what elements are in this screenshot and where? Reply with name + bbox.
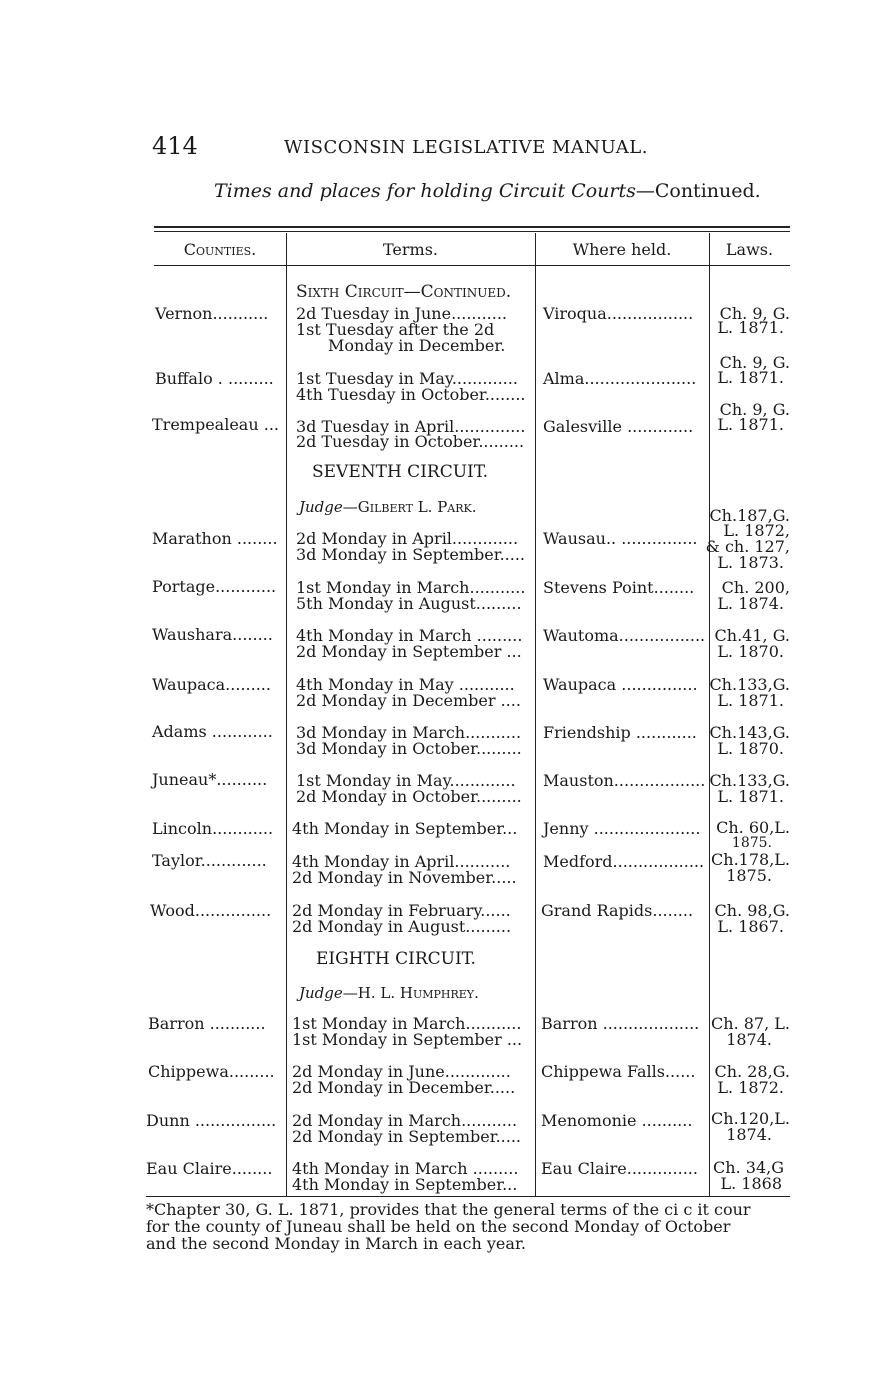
law-citation: Ch. 28,G. [714, 1062, 790, 1081]
footnote-line: *Chapter 30, G. L. 1871, provides that the general terms of the ci c it cour [146, 1200, 751, 1219]
law-citation: Ch. 34,G [713, 1158, 784, 1177]
top-rule-thin [154, 231, 790, 232]
law-citation: 1874. [726, 1030, 772, 1049]
where-held: Chippewa Falls...... [541, 1062, 696, 1081]
county-vernon: Vernon........... [155, 304, 269, 323]
county-adams: Adams ............ [152, 722, 273, 741]
term-line: 1st Monday in March........... [292, 1014, 522, 1033]
header-where-held: Where held. [572, 240, 672, 259]
term-line: 4th Monday in March ......... [292, 1159, 519, 1178]
column-divider [709, 233, 710, 1196]
county-marathon: Marathon ........ [152, 529, 278, 548]
where-held: Wautoma................. [543, 626, 706, 645]
law-citation: Ch.178,L. [711, 850, 790, 869]
law-citation: L. 1874. [717, 594, 784, 613]
law-citation: Ch. 98,G. [714, 901, 790, 920]
county-juneau: Juneau*.......... [152, 770, 268, 789]
where-held: Grand Rapids........ [541, 901, 694, 920]
term-line: 3d Monday in March........... [296, 723, 522, 742]
judge-label: Judge [299, 498, 343, 516]
term-line: 2d Monday in September..... [292, 1127, 522, 1146]
law-citation: L. 1871. [717, 691, 784, 710]
law-citation: Ch.143,G. [709, 723, 790, 742]
term-line: 2d Monday in October......... [296, 787, 522, 806]
eighth-circuit-judge [299, 984, 479, 1002]
term-line: 2d Monday in April............. [296, 529, 519, 548]
county-taylor: Taylor............. [152, 851, 267, 870]
where-held: Alma...................... [543, 369, 697, 388]
term-line: 4th Monday in April........... [292, 852, 511, 871]
header-laws: Laws. [725, 240, 774, 259]
where-held: Eau Claire.............. [541, 1159, 698, 1178]
term-line: 3d Tuesday in April.............. [296, 417, 526, 436]
sixth-circuit-heading: Sixth Circuit—Continued. [296, 282, 512, 302]
law-citation: L. 1871. [717, 415, 784, 434]
county-waupaca: Waupaca......... [152, 675, 271, 694]
county-waushara: Waushara........ [152, 625, 273, 644]
county-barron: Barron ........... [148, 1014, 266, 1033]
column-divider [286, 233, 287, 1196]
term-line: 4th Tuesday in October........ [296, 385, 526, 404]
top-rule [154, 226, 790, 228]
term-line: 2d Monday in September ... [296, 642, 522, 661]
law-citation: Ch.120,L. [711, 1109, 790, 1128]
where-held: Jenny ..................... [543, 819, 701, 838]
law-citation: & ch. 127, [705, 537, 790, 556]
subtitle-main: Times and places for holding Circuit Courts [214, 180, 636, 202]
term-line: 2d Tuesday in October......... [296, 432, 525, 451]
law-citation: L. 1870. [717, 642, 784, 661]
where-held: Stevens Point........ [543, 578, 695, 597]
term-line: 5th Monday in August......... [296, 594, 522, 613]
term-line: 2d Monday in March........... [292, 1111, 518, 1130]
term-line: 1st Tuesday after the 2d [296, 320, 495, 339]
law-citation: L. 1871. [717, 787, 784, 806]
term-line: 4th Monday in September... [292, 819, 518, 838]
page-number: 414 [152, 132, 198, 160]
law-citation: Ch.133,G. [709, 771, 790, 790]
law-citation: L. 1873. [717, 553, 784, 572]
law-citation: L. 1871. [717, 368, 784, 387]
where-held: Waupaca ............... [543, 675, 698, 694]
county-trempealeau: Trempealeau ... [152, 415, 279, 434]
law-citation: Ch. 9, G. [719, 353, 790, 372]
law-citation: L. 1870. [717, 739, 784, 758]
header-terms: Terms. [382, 240, 438, 259]
law-citation: Ch. 60,L. [716, 818, 790, 837]
term-line: 1st Monday in September ... [292, 1030, 523, 1049]
law-citation: L. 1872, [723, 521, 790, 540]
term-line: 4th Monday in March ......... [296, 626, 523, 645]
term-line: 2d Tuesday in June........... [296, 304, 508, 323]
law-citation: 1875. [726, 866, 772, 885]
term-line: 1st Monday in March........... [296, 578, 526, 597]
law-citation: Ch. 9, G. [719, 304, 790, 323]
judge-label: Judge [299, 984, 343, 1002]
table-subtitle [214, 180, 761, 202]
term-line: 3d Monday in October......... [296, 739, 522, 758]
law-citation: Ch.187,G. [709, 506, 790, 525]
law-citation: L. 1868 [720, 1174, 782, 1193]
term-line: 2d Monday in December..... [292, 1078, 516, 1097]
eighth-circuit-heading: EIGHTH CIRCUIT. [316, 949, 476, 969]
seventh-circuit-judge [299, 498, 477, 516]
law-citation: Ch.41, G. [714, 626, 790, 645]
term-line: 3d Monday in September..... [296, 545, 526, 564]
law-citation: L. 1872. [717, 1078, 784, 1097]
term-line: Monday in December. [328, 336, 506, 355]
term-line: 2d Monday in February...... [292, 901, 511, 920]
where-held: Viroqua................. [543, 304, 694, 323]
law-citation: Ch. 200, [721, 578, 790, 597]
footnote-line: and the second Monday in March in each year. [146, 1234, 526, 1253]
term-line: 4th Monday in May ........... [296, 675, 515, 694]
law-citation: Ch. 9, G. [719, 400, 790, 419]
judge-name: —Gilbert L. Park. [342, 498, 477, 516]
header-rule [154, 265, 790, 266]
term-line: 2d Monday in November..... [292, 868, 517, 887]
county-buffalo: Buffalo . ......... [155, 369, 274, 388]
where-held: Mauston.................. [543, 771, 706, 790]
county-chippewa: Chippewa......... [148, 1062, 275, 1081]
county-portage: Portage............ [152, 577, 277, 596]
law-citation: Ch. 87, L. [711, 1014, 790, 1033]
term-line: 4th Monday in September... [292, 1175, 518, 1194]
county-lincoln: Lincoln............ [152, 819, 274, 838]
term-line: 1st Tuesday in May............. [296, 369, 518, 388]
where-held: Wausau.. ............... [543, 529, 698, 548]
law-citation: 1874. [726, 1125, 772, 1144]
running-head: WISCONSIN LEGISLATIVE MANUAL. [284, 137, 648, 158]
where-held: Menomonie .......... [541, 1111, 693, 1130]
footnote-line: for the county of Juneau shall be held on the second Monday of October [146, 1217, 731, 1236]
judge-name: —H. L. Humphrey. [342, 984, 479, 1002]
law-citation: 1875. [731, 835, 772, 851]
seventh-circuit-heading: SEVENTH CIRCUIT. [312, 462, 489, 482]
where-held: Medford.................. [543, 852, 705, 871]
where-held: Friendship ............ [543, 723, 697, 742]
county-dunn: Dunn ................ [146, 1111, 277, 1130]
term-line: 2d Monday in June............. [292, 1062, 511, 1081]
county-wood: Wood............... [150, 901, 272, 920]
where-held: Barron ................... [541, 1014, 700, 1033]
law-citation: Ch.133,G. [709, 675, 790, 694]
bottom-rule [146, 1196, 790, 1197]
column-divider [535, 233, 536, 1196]
footnote [146, 1201, 786, 1252]
where-held: Galesville ............. [543, 417, 694, 436]
law-citation: L. 1871. [717, 318, 784, 337]
subtitle-continued: —Continued. [635, 180, 761, 202]
header-counties: Counties. [183, 240, 257, 259]
county-eau-claire: Eau Claire........ [146, 1159, 273, 1178]
law-citation: L. 1867. [717, 917, 784, 936]
term-line: 2d Monday in August......... [292, 917, 512, 936]
term-line: 1st Monday in May............. [296, 771, 516, 790]
term-line: 2d Monday in December .... [296, 691, 521, 710]
